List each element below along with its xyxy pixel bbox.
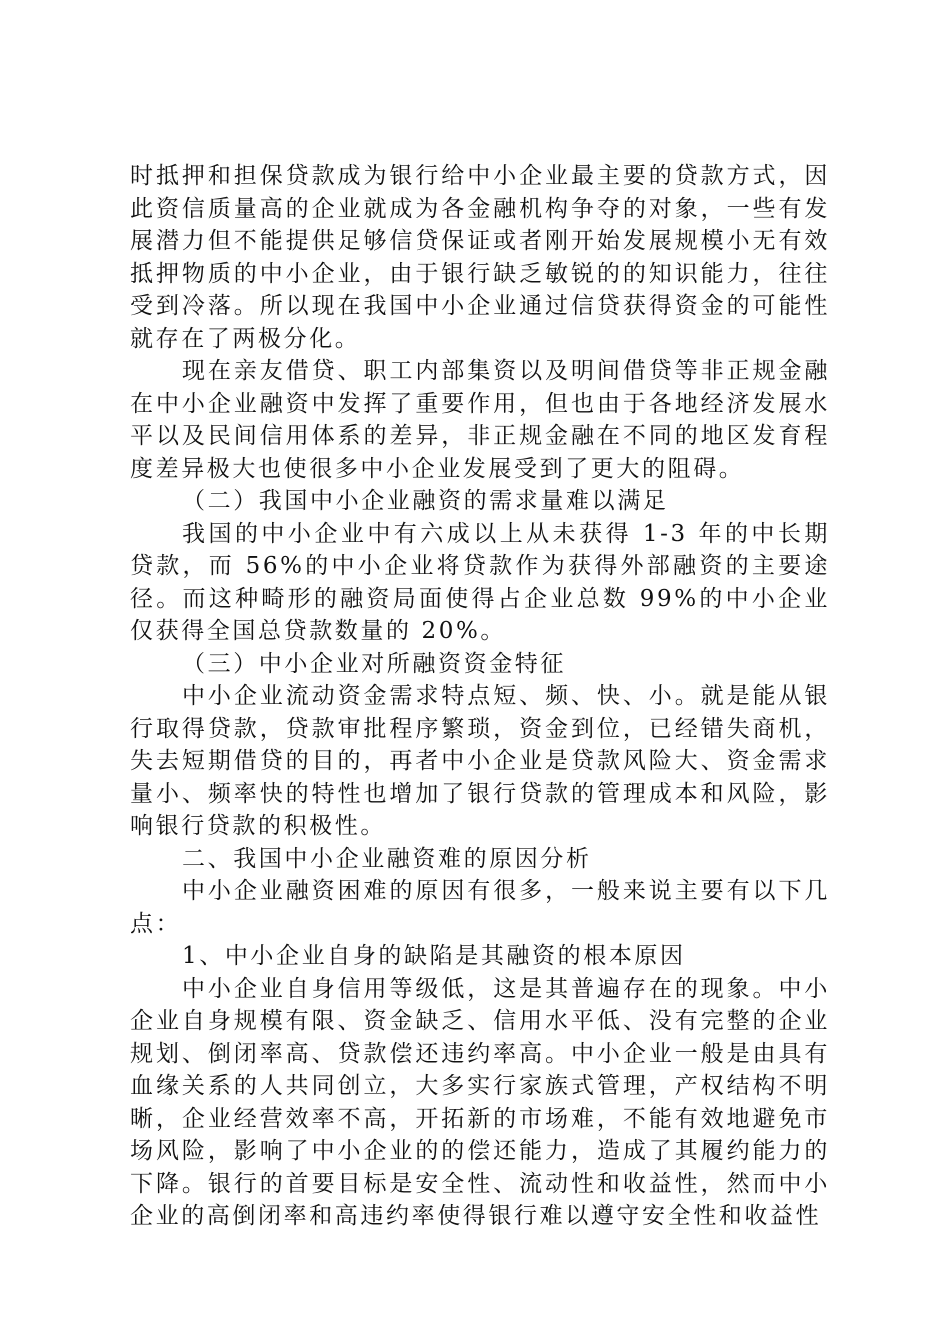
chapter-heading-2: 二、我国中小企业融资难的原因分析 [182,845,592,872]
paragraph-1: 时抵押和担保贷款成为银行给中小企业最主要的贷款方式，因此资信质量高的企业就成为各金融机构争夺的对象，一些有发展潜力但不能提供足够信贷保证或者刚开始发展规模小无有效抵押物质的中小企业，由于银行缺乏敏锐的的知识能力，往往受到冷落。所以现在我国中小企业通过信贷获得资金的可能性就存在了两极分化。 [130,163,830,352]
subsection-heading-1: 1、中小企业自身的缺陷是其融资的根本原因 [182,943,686,969]
paragraph-5: 中小企业融资困难的原因有很多，一般来说主要有以下几点： [130,878,830,937]
paragraph-2: 现在亲友借贷、职工内部集资以及明间借贷等非正规金融在中小企业融资中发挥了重要作用，但也由于各地经济发展水平以及民间信用体系的差异，非正规金融在不同的地区发育程度差异极大也使很多中小企业发展受到了更大的阻碍。 [130,358,830,482]
paragraph-4: 中小企业流动资金需求特点短、频、快、小。就是能从银行取得贷款，贷款审批程序繁琐，资金到位，已经错失商机，失去短期借贷的目的，再者中小企业是贷款风险大、资金需求量小、频率快的特性也增加了银行贷款的管理成本和风险，影响银行贷款的积极性。 [130,683,830,839]
paragraph-6: 中小企业自身信用等级低，这是其普遍存在的现象。中小企业自身规模有限、资金缺乏、信用水平低、没有完整的企业规划、倒闭率高、贷款偿还违约率高。中小企业一般是由具有血缘关系的人共同创立，大多实行家族式管理，产权结构不明晰，企业经营效率不高，开拓新的市场难，不能有效地避免市场风险，影响了中小企业的的偿还能力，造成了其履约能力的下降。银行的首要目标是安全性、流动性和收益性，然而中小企业的高倒闭率和高违约率使得银行难以遵守安全性和收益性 [130,975,830,1229]
section-heading-2: （二）我国中小企业融资的需求量难以满足 [182,488,669,514]
document-body [130,160,830,1233]
paragraph-3: 我国的中小企业中有六成以上从未获得 1-3 年的中长期贷款，而 56%的中小企业将贷款作为获得外部融资的主要途径。而这种畸形的融资局面使得占企业总数 99%的中小企业仅获得全国总贷款数量的 20%。 [130,520,830,644]
section-heading-3: （三）中小企业对所融资资金特征 [182,650,566,677]
